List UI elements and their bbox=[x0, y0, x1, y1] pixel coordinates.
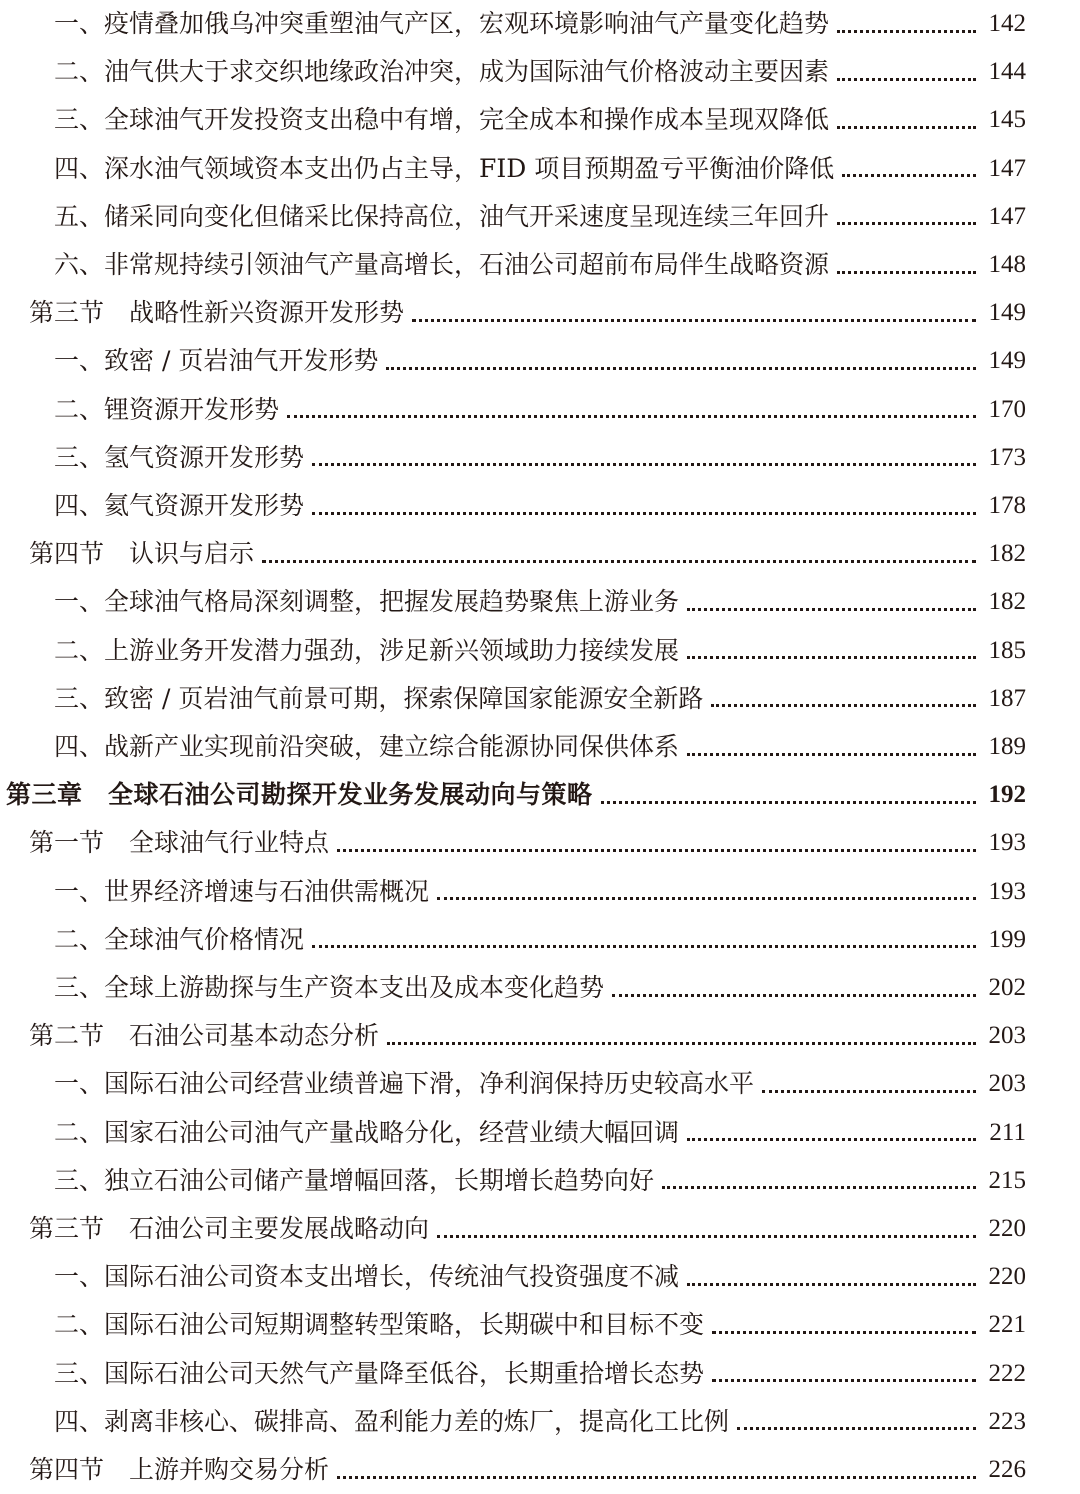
dot-leader bbox=[312, 510, 976, 515]
toc-entry-title: 一、国际石油公司资本支出增长，传统油气投资强度不减 bbox=[54, 1262, 680, 1292]
toc-page-number: 223 bbox=[988, 1407, 1026, 1435]
toc-entry-title: 三、独立石油公司储产量增幅回落，长期增长趋势向好 bbox=[54, 1165, 655, 1195]
toc-entry-title: 二、上游业务开发潜力强劲，涉足新兴领域助力接续发展 bbox=[54, 635, 680, 665]
toc-entry-title: 六、非常规持续引领油气产量高增长，石油公司超前布局伴生战略资源 bbox=[54, 250, 830, 279]
toc-item-row[interactable] bbox=[54, 964, 1026, 1012]
dot-leader bbox=[386, 365, 976, 370]
toc-entry-title: 第三章 全球石油公司勘探开发业务发展动向与策略 bbox=[6, 780, 593, 810]
toc-page-number: 193 bbox=[988, 877, 1026, 905]
dot-leader bbox=[437, 895, 976, 900]
dot-leader bbox=[612, 992, 976, 997]
toc-page-number: 178 bbox=[988, 492, 1026, 519]
toc-entry-title: 二、国际石油公司短期调整转型策略，长期碳中和目标不变 bbox=[54, 1310, 705, 1340]
toc-entry-title: 二、锂资源开发形势 bbox=[54, 394, 280, 424]
dot-leader bbox=[262, 558, 976, 563]
dot-leader bbox=[687, 654, 976, 659]
toc-item-row[interactable] bbox=[54, 868, 1026, 916]
toc-page-number: 211 bbox=[989, 1118, 1026, 1146]
toc-page-number: 145 bbox=[988, 106, 1026, 134]
toc-item-row[interactable] bbox=[54, 482, 1026, 530]
toc-entry-title: 三、国际石油公司天然气产量降至低谷，长期重拾增长态势 bbox=[54, 1358, 705, 1388]
dot-leader bbox=[712, 1377, 976, 1382]
toc-entry-title: 二、油气供大于求交织地缘政治冲突，成为国际油气价格波动主要因素 bbox=[54, 57, 830, 87]
toc-entry-title: 三、全球上游勘探与生产资本支出及成本变化趋势 bbox=[54, 973, 605, 1002]
toc-section-row[interactable] bbox=[29, 1446, 1026, 1494]
dot-leader bbox=[312, 943, 976, 948]
toc-item-row[interactable] bbox=[54, 145, 1026, 193]
toc-page-number: 170 bbox=[988, 395, 1026, 423]
toc-section-row[interactable] bbox=[29, 530, 1026, 578]
toc-entry-title: 一、疫情叠加俄乌冲突重塑油气产区，宏观环境影响油气产量变化趋势 bbox=[54, 9, 830, 38]
dot-leader bbox=[437, 1233, 976, 1238]
toc-entry-title: 第四节 上游并购交易分析 bbox=[29, 1455, 330, 1484]
dot-leader bbox=[287, 413, 976, 418]
toc-page-number: 221 bbox=[988, 1311, 1026, 1339]
toc-item-row[interactable] bbox=[54, 916, 1026, 964]
toc-section-row[interactable] bbox=[29, 289, 1026, 337]
toc-item-row[interactable] bbox=[54, 675, 1026, 723]
toc-entry-title: 三、致密 / 页岩油气前景可期，探索保障国家能源安全新路 bbox=[54, 683, 704, 713]
toc-section-row[interactable] bbox=[29, 1012, 1026, 1060]
toc-page-number: 199 bbox=[988, 925, 1026, 953]
toc-entry-title: 四、剥离非核心、碳排高、盈利能力差的炼厂，提高化工比例 bbox=[54, 1406, 730, 1436]
toc-entry-title: 四、深水油气领域资本支出仍占主导，FID 项目预期盈亏平衡油价降低 bbox=[54, 153, 835, 183]
toc-page-number: 147 bbox=[988, 154, 1026, 182]
toc-item-row[interactable] bbox=[54, 96, 1026, 144]
toc-page-number: 148 bbox=[988, 251, 1026, 278]
toc-entry-title: 第四节 认识与启示 bbox=[29, 539, 255, 569]
toc-entry-title: 五、储采同向变化但储采比保持高位，油气开采速度呈现连续三年回升 bbox=[54, 201, 830, 231]
dot-leader bbox=[387, 1040, 976, 1045]
toc-item-row[interactable] bbox=[54, 1109, 1026, 1157]
toc-entry-title: 一、全球油气格局深刻调整，把握发展趋势聚焦上游业务 bbox=[54, 587, 680, 617]
toc-entry-title: 第二节 石油公司基本动态分析 bbox=[29, 1021, 380, 1051]
toc-item-row[interactable] bbox=[54, 193, 1026, 241]
toc-page-number: 202 bbox=[988, 974, 1026, 1001]
toc-entry-title: 一、致密 / 页岩油气开发形势 bbox=[54, 346, 379, 376]
dot-leader bbox=[687, 1281, 976, 1286]
toc-page-number: 149 bbox=[988, 299, 1026, 327]
toc-item-row[interactable] bbox=[54, 627, 1026, 675]
toc-item-row[interactable] bbox=[54, 578, 1026, 626]
toc-item-row[interactable] bbox=[54, 1398, 1026, 1446]
toc-page-number: 187 bbox=[988, 684, 1026, 712]
dot-leader bbox=[837, 220, 976, 225]
toc-page-number: 189 bbox=[988, 733, 1026, 760]
toc-entry-title: 二、国家石油公司油气产量战略分化，经营业绩大幅回调 bbox=[54, 1117, 680, 1147]
toc-chapter-row[interactable] bbox=[6, 771, 1026, 819]
toc-page-number: 192 bbox=[988, 781, 1026, 809]
dot-leader bbox=[601, 799, 976, 804]
toc-page-number: 215 bbox=[988, 1166, 1026, 1194]
toc-item-row[interactable] bbox=[54, 434, 1026, 482]
toc-entry-title: 第三节 石油公司主要发展战略动向 bbox=[29, 1214, 430, 1243]
dot-leader bbox=[337, 1474, 976, 1479]
toc-item-row[interactable] bbox=[54, 1157, 1026, 1205]
dot-leader bbox=[837, 76, 976, 81]
toc-page-number: 173 bbox=[988, 443, 1026, 471]
toc-page-number: 220 bbox=[988, 1263, 1026, 1291]
dot-leader bbox=[712, 1329, 976, 1334]
toc-page-number: 147 bbox=[988, 202, 1026, 230]
toc-entry-title: 一、国际石油公司经营业绩普遍下滑，净利润保持历史较高水平 bbox=[54, 1069, 755, 1099]
dot-leader bbox=[711, 702, 976, 707]
toc-page-number: 203 bbox=[988, 1022, 1026, 1050]
dot-leader bbox=[837, 28, 976, 33]
toc-entry-title: 二、全球油气价格情况 bbox=[54, 924, 305, 954]
toc-entry-title: 四、战新产业实现前沿突破，建立综合能源协同保供体系 bbox=[54, 732, 680, 761]
dot-leader bbox=[662, 1184, 976, 1189]
dot-leader bbox=[837, 124, 976, 129]
toc-page-number: 203 bbox=[988, 1070, 1026, 1098]
toc-entry-title: 四、氦气资源开发形势 bbox=[54, 491, 305, 520]
toc-item-row[interactable] bbox=[54, 1253, 1026, 1301]
toc-entry-title: 三、氢气资源开发形势 bbox=[54, 442, 305, 472]
toc-page-number: 142 bbox=[988, 10, 1026, 37]
dot-leader bbox=[312, 461, 976, 466]
toc-page-number: 182 bbox=[988, 588, 1026, 616]
toc-entry-title: 第三节 战略性新兴资源开发形势 bbox=[29, 298, 405, 328]
toc-item-row[interactable] bbox=[54, 1060, 1026, 1108]
toc-item-row[interactable] bbox=[54, 723, 1026, 771]
dot-leader bbox=[837, 269, 976, 274]
toc-page-number: 144 bbox=[988, 58, 1026, 86]
toc-entry-title: 一、世界经济增速与石油供需概况 bbox=[54, 876, 430, 906]
toc-item-row[interactable] bbox=[54, 241, 1026, 289]
toc-page-number: 226 bbox=[988, 1456, 1026, 1483]
toc-item-row[interactable] bbox=[54, 1350, 1026, 1398]
toc-item-row[interactable] bbox=[54, 337, 1026, 385]
toc-section-row[interactable] bbox=[29, 1205, 1026, 1253]
toc-page-number: 149 bbox=[988, 347, 1026, 375]
dot-leader bbox=[687, 606, 976, 611]
toc-entry-title: 三、全球油气开发投资支出稳中有增，完全成本和操作成本呈现双降低 bbox=[54, 105, 830, 135]
dot-leader bbox=[687, 1136, 976, 1141]
toc-page-number: 220 bbox=[988, 1215, 1026, 1242]
dot-leader bbox=[737, 1425, 976, 1430]
toc-item-row[interactable] bbox=[54, 48, 1026, 96]
toc-page-number: 185 bbox=[988, 636, 1026, 664]
dot-leader bbox=[687, 751, 976, 756]
toc-page-number: 222 bbox=[988, 1359, 1026, 1387]
toc-section-row[interactable] bbox=[29, 819, 1026, 867]
dot-leader bbox=[412, 317, 976, 322]
dot-leader bbox=[842, 172, 976, 177]
toc-item-row[interactable] bbox=[54, 0, 1026, 48]
toc-page-number: 182 bbox=[988, 540, 1026, 568]
toc-item-row[interactable] bbox=[54, 386, 1026, 434]
toc-item-row[interactable] bbox=[54, 1301, 1026, 1349]
dot-leader bbox=[337, 847, 976, 852]
toc-page-number: 193 bbox=[988, 829, 1026, 857]
dot-leader bbox=[762, 1088, 976, 1093]
toc-entry-title: 第一节 全球油气行业特点 bbox=[29, 828, 330, 858]
